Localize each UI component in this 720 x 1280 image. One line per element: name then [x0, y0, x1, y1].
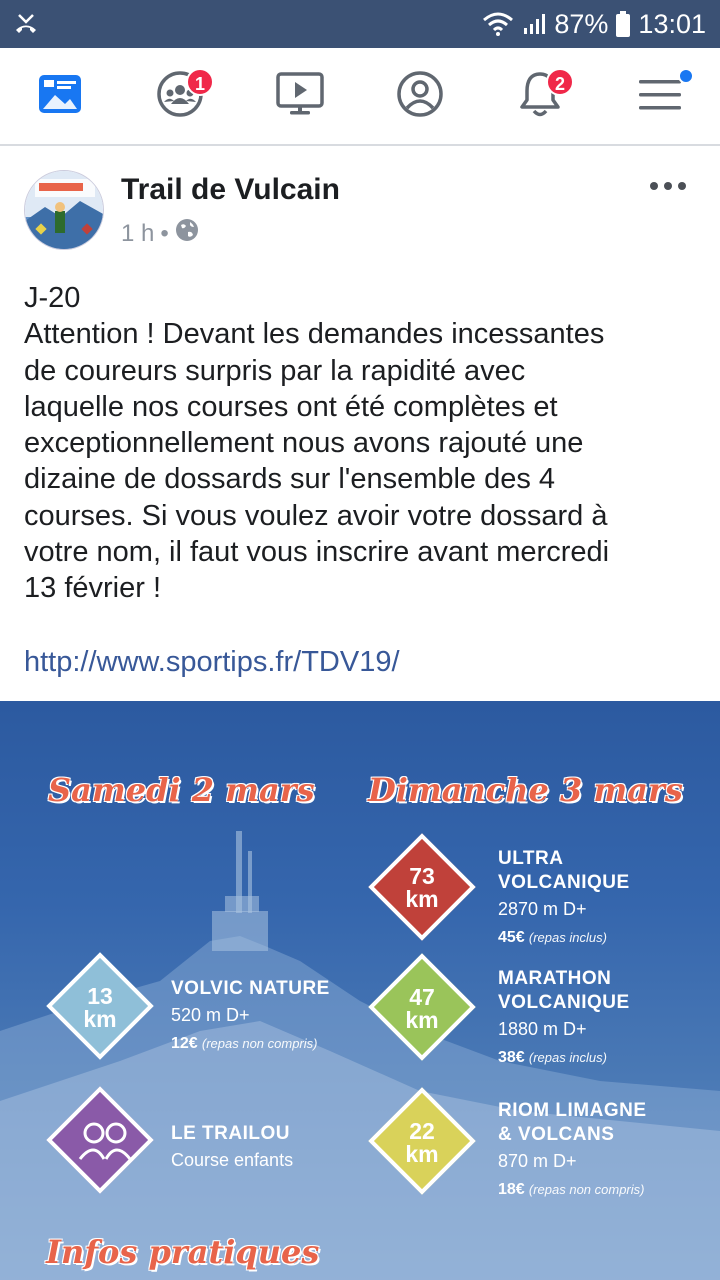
post-text-line: 13 février ! — [24, 572, 161, 605]
post-time[interactable]: 1 h — [121, 219, 155, 247]
race-elevation: 1880 m D+ — [498, 1019, 587, 1039]
post-text-line: de coureurs surpris par la rapidité avec — [24, 354, 526, 387]
news-feed-icon — [37, 71, 83, 122]
race-description: Course enfants — [171, 1150, 294, 1170]
groups-badge: 1 — [186, 68, 214, 96]
race-ultra-volcanique — [498, 847, 630, 949]
post-text-line: votre nom, il faut vous inscrire avant mercredi — [24, 536, 610, 569]
race-name: MARATHON — [498, 968, 612, 989]
page-avatar[interactable] — [24, 170, 104, 250]
price-value: 45€ — [498, 929, 525, 946]
menu-notification-dot — [678, 68, 694, 84]
page-name[interactable]: Trail de Vulcain — [121, 173, 340, 206]
race-name: VOLVIC NATURE — [171, 978, 330, 999]
post-text-line: exceptionnellement nous avons rajouté une — [24, 427, 584, 460]
wifi-icon — [482, 12, 514, 36]
kids-icon — [76, 1121, 134, 1166]
race-le-trailou — [171, 1122, 293, 1172]
race-73km-distance — [368, 865, 476, 911]
distance-unit: km — [405, 1007, 439, 1033]
price-note: (repas non compris) — [528, 1182, 645, 1197]
race-price — [171, 1033, 330, 1055]
race-elevation: 2870 m D+ — [498, 899, 587, 919]
meta-separator: • — [160, 219, 169, 247]
race-name: VOLCANIQUE — [498, 992, 630, 1013]
tab-menu[interactable] — [600, 48, 720, 144]
more-dot — [678, 182, 686, 190]
profile-icon — [396, 70, 444, 123]
distance-unit: km — [405, 886, 439, 912]
menu-icon — [637, 74, 683, 119]
tab-watch[interactable] — [240, 48, 360, 144]
race-name: RIOM LIMAGNE — [498, 1100, 647, 1121]
race-13km-distance — [46, 985, 154, 1031]
signal-icon — [522, 12, 546, 36]
tab-news-feed[interactable] — [0, 48, 120, 144]
more-dot — [650, 182, 658, 190]
price-note: (repas inclus) — [528, 930, 607, 945]
race-price — [498, 1179, 647, 1201]
race-name: VOLCANIQUE — [498, 872, 630, 893]
distance-value: 47 — [409, 984, 435, 1010]
distance-unit: km — [83, 1006, 117, 1032]
tab-notifications[interactable] — [480, 48, 600, 144]
race-volvic-nature — [171, 977, 330, 1055]
post-link[interactable]: http://www.sportips.fr/TDV19/ — [24, 646, 400, 678]
race-price — [498, 1047, 630, 1069]
post-text-line: laquelle nos courses ont été complètes et — [24, 390, 558, 423]
post-image[interactable] — [0, 701, 720, 1280]
price-note: (repas inclus) — [528, 1050, 607, 1065]
race-marathon-volcanique — [498, 967, 630, 1069]
post-meta — [121, 218, 199, 249]
race-name: LE TRAILOU — [171, 1123, 290, 1144]
race-name: & VOLCANS — [498, 1124, 615, 1145]
race-47km-distance — [368, 986, 476, 1032]
globe-icon — [175, 218, 199, 249]
race-elevation: 520 m D+ — [171, 1005, 250, 1025]
price-value: 12€ — [171, 1035, 198, 1052]
post-text-line: dizaine de dossards sur l'ensemble des 4 — [24, 463, 556, 496]
status-bar — [0, 0, 720, 48]
race-elevation: 870 m D+ — [498, 1151, 577, 1171]
top-navigation — [0, 48, 720, 146]
more-options-button[interactable] — [650, 182, 686, 194]
clock: 13:01 — [638, 8, 706, 39]
infos-title: Infos pratiques — [46, 1233, 320, 1271]
sunday-title: Dimanche 3 mars — [368, 771, 683, 809]
missed-call-icon — [12, 10, 40, 38]
distance-value: 13 — [87, 983, 113, 1009]
price-note: (repas non compris) — [201, 1036, 318, 1051]
distance-unit: km — [405, 1141, 439, 1167]
distance-value: 22 — [409, 1118, 435, 1144]
post-text-line: Attention ! Devant les demandes incessantes — [24, 318, 605, 351]
race-name: ULTRA — [498, 848, 564, 869]
more-dot — [664, 182, 672, 190]
watch-icon — [275, 71, 325, 122]
post-text-line: courses. Si vous voulez avoir votre dossard à — [24, 499, 608, 532]
post-text — [24, 280, 704, 607]
tab-groups[interactable] — [120, 48, 240, 144]
price-value: 18€ — [498, 1181, 525, 1198]
post-text-line: J-20 — [24, 282, 81, 314]
battery-icon — [616, 11, 630, 37]
saturday-title: Samedi 2 mars — [48, 771, 315, 809]
post-header — [0, 146, 720, 266]
race-22km-distance — [368, 1120, 476, 1166]
race-price — [498, 927, 630, 949]
notifications-badge: 2 — [546, 68, 574, 96]
tab-profile[interactable] — [360, 48, 480, 144]
price-value: 38€ — [498, 1049, 525, 1066]
race-riom-limagne — [498, 1099, 647, 1201]
distance-value: 73 — [409, 863, 435, 889]
battery-percent: 87% — [554, 8, 609, 39]
